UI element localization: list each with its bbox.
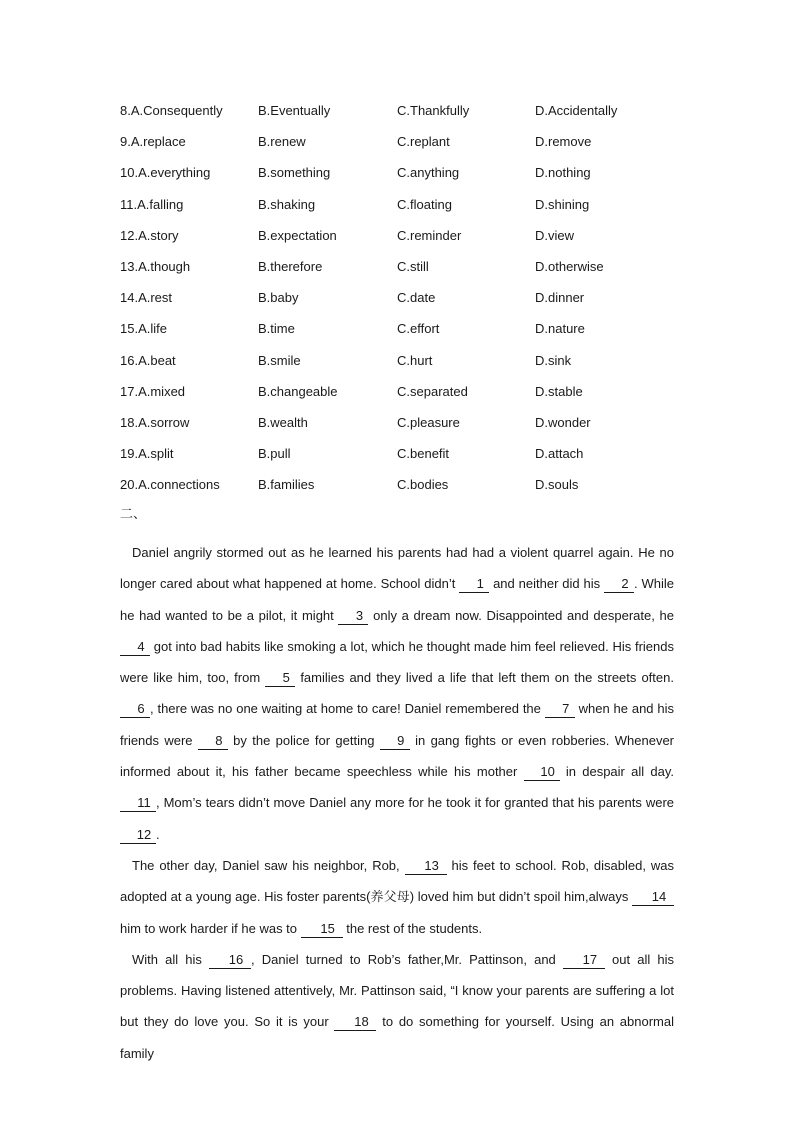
passage-text: got into bad habits like smoking a lot, which he thought made him feel relieved. His friends were like him, too, from xyxy=(120,638,674,686)
option-row xyxy=(120,444,680,475)
passage-text: With all his xyxy=(132,951,210,967)
blank-7: 7 xyxy=(545,701,575,718)
passage-text: him to work harder if he was to xyxy=(120,920,301,936)
option-a: 14.A.rest xyxy=(120,290,173,306)
passage-text: . xyxy=(156,826,160,842)
option-b: B.expectation xyxy=(258,227,337,243)
option-c: C.hurt xyxy=(397,352,433,368)
option-row xyxy=(120,257,680,288)
paragraph-2 xyxy=(120,850,674,944)
passage-text: in despair all day. xyxy=(559,764,674,780)
option-d: D.nothing xyxy=(535,165,591,181)
option-b: B.renew xyxy=(258,134,306,150)
blank-15: 15 xyxy=(301,921,343,938)
option-b: B.time xyxy=(258,321,295,337)
option-a: 20.A.connections xyxy=(120,477,220,493)
cloze-passage xyxy=(120,537,674,1069)
option-a: 13.A.though xyxy=(120,258,191,274)
option-d: D.dinner xyxy=(535,290,585,306)
blank-2: 2 xyxy=(604,576,634,593)
option-b: B.families xyxy=(258,477,315,493)
option-row xyxy=(120,163,680,194)
passage-text: to do something for yourself. Using an abnormal family xyxy=(120,1014,675,1061)
option-d: D.souls xyxy=(535,477,579,493)
blank-11: 11 xyxy=(120,795,156,812)
option-c: C.pleasure xyxy=(397,414,460,430)
passage-text: his feet to school. Rob, disabled, was adopted at a young age. His foster parents(养父母) loved him but didn’t spoil him,always xyxy=(120,857,674,905)
option-b: B.pull xyxy=(258,446,291,462)
option-d: D.nature xyxy=(535,321,585,337)
option-c: C.date xyxy=(397,290,436,306)
answer-options xyxy=(120,101,680,506)
blank-16: 16 xyxy=(209,952,251,969)
passage-text: out all his problems. Having listened attentively, Mr. Pattinson said, “I know your parents are suffering a lot but they do love you. So it is your xyxy=(120,951,674,1030)
option-row xyxy=(120,195,680,226)
option-b: B.shaking xyxy=(258,196,316,212)
option-row xyxy=(120,132,680,163)
option-a: 19.A.split xyxy=(120,446,174,462)
blank-4: 4 xyxy=(120,639,150,656)
option-c: C.anything xyxy=(397,165,460,181)
option-row xyxy=(120,319,680,350)
option-a: 11.A.falling xyxy=(120,196,184,212)
option-d: D.otherwise xyxy=(535,258,604,274)
option-d: D.Accidentally xyxy=(535,103,618,118)
option-d: D.remove xyxy=(535,134,592,150)
section-number: 二、 xyxy=(120,506,147,521)
option-d: D.stable xyxy=(535,383,583,399)
option-c: C.benefit xyxy=(397,446,450,462)
option-d: D.shining xyxy=(535,196,590,212)
passage-text: , there was no one waiting at home to care! Daniel remembered the xyxy=(150,701,545,717)
option-b: B.changeable xyxy=(258,383,338,399)
blank-5: 5 xyxy=(265,670,295,687)
option-c: C.reminder xyxy=(397,227,462,243)
paragraph-3 xyxy=(120,944,674,1069)
option-c: C.separated xyxy=(397,383,468,399)
blank-10: 10 xyxy=(524,764,560,781)
option-row xyxy=(120,382,680,413)
option-c: C.replant xyxy=(397,134,450,150)
option-row xyxy=(120,101,680,132)
option-a: 15.A.life xyxy=(120,321,167,337)
passage-text: by the police for getting xyxy=(227,732,380,748)
blank-6: 6 xyxy=(120,701,150,718)
option-c: C.effort xyxy=(397,321,440,337)
option-a: 8.A.Consequently xyxy=(120,103,223,118)
option-row xyxy=(120,226,680,257)
option-a: 9.A.replace xyxy=(120,134,186,150)
option-d: D.attach xyxy=(535,446,584,462)
blank-17: 17 xyxy=(563,952,605,969)
option-b: B.smile xyxy=(258,352,301,368)
option-row xyxy=(120,413,680,444)
option-d: D.view xyxy=(535,227,575,243)
option-row xyxy=(120,475,680,506)
option-row xyxy=(120,351,680,382)
blank-1: 1 xyxy=(459,576,489,593)
passage-text: Daniel angrily stormed out as he learned his parents had had a violent quarrel again. He no longer cared about what happened at home. School didn’t xyxy=(120,545,674,592)
passage-text: , Mom’s tears didn’t move Daniel any more for he took it for granted that his parents were xyxy=(156,795,674,811)
option-b: B.something xyxy=(258,165,331,181)
blank-9: 9 xyxy=(380,733,410,750)
passage-text: , Daniel turned to Rob’s father,Mr. Pattinson, and xyxy=(251,951,563,967)
option-c: C.Thankfully xyxy=(397,103,470,118)
option-c: C.floating xyxy=(397,196,452,212)
option-a: 18.A.sorrow xyxy=(120,414,190,430)
option-a: 10.A.everything xyxy=(120,165,211,181)
passage-text: only a dream now. Disappointed and desperate, he xyxy=(368,607,674,623)
option-b: B.Eventually xyxy=(258,103,331,118)
passage-text: and neither did his xyxy=(489,576,605,592)
option-a: 16.A.beat xyxy=(120,352,176,368)
option-c: C.bodies xyxy=(397,477,449,493)
option-d: D.wonder xyxy=(535,414,591,430)
option-c: C.still xyxy=(397,258,429,274)
passage-text: The other day, Daniel saw his neighbor, Rob, xyxy=(132,857,405,873)
passage-text: when he and his friends were xyxy=(120,701,674,748)
passage-text: . While he had wanted to be a pilot, it might xyxy=(120,576,675,623)
blank-12: 12 xyxy=(120,827,156,844)
option-a: 12.A.story xyxy=(120,227,179,243)
option-b: B.wealth xyxy=(258,414,308,430)
blank-3: 3 xyxy=(338,608,368,625)
passage-text: the rest of the students. xyxy=(342,920,483,936)
blank-8: 8 xyxy=(198,733,228,750)
option-d: D.sink xyxy=(535,352,572,368)
passage-text: in gang fights or even robberies. Whenever informed about it, his father became speechless while his mother xyxy=(120,732,674,780)
paragraph-1 xyxy=(120,537,674,850)
blank-14: 14 xyxy=(632,889,674,906)
option-a: 17.A.mixed xyxy=(120,383,186,399)
option-b: B.therefore xyxy=(258,258,323,274)
blank-13: 13 xyxy=(405,858,447,875)
option-row xyxy=(120,288,680,319)
option-b: B.baby xyxy=(258,290,299,306)
passage-text: families and they lived a life that left them on the streets often. xyxy=(295,670,674,686)
blank-18: 18 xyxy=(334,1014,376,1031)
